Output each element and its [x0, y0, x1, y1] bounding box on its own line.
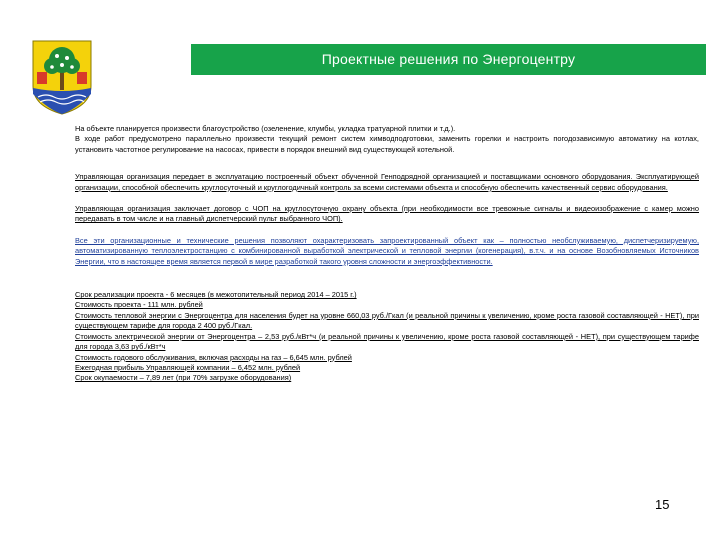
fact-duration: Срок реализации проекта - 6 месяцев (в межотопительный период 2014 – 2015 г.)	[75, 290, 357, 300]
project-facts-list	[75, 290, 699, 384]
city-coat-of-arms-emblem	[30, 38, 94, 116]
slide-content	[75, 124, 699, 384]
page-number: 15	[655, 497, 670, 512]
fact-annual-profit: Ежегодная прибыль Управляющей компании – 6,452 млн. рублей	[75, 362, 301, 372]
intro-line-1: На объекте планируется произвести благоустройство (озеленение, клумбы, укладка тратуарной плитки и т.д.).	[75, 124, 456, 133]
security-paragraph: Управляющая организация заключает договор с ЧОП на круглосуточную охрану объекта (при необходимости все тревожные сигналы и видеоизображение с камер можно передавать в том числе и на главный диспетчерский пульт выбранного ЧОП).	[75, 204, 699, 224]
page-title: Проектные решения по Энергоцентру	[191, 44, 706, 75]
intro-paragraph	[75, 124, 699, 155]
technical-solutions-paragraph: Все эти организационные и технические решения позволяют охарактеризовать запроектированный объект как – полностью необслуживаемую, диспетчеризируемую, автоматизированную теплоэлектростанцию с комбинированной выработкой электрической и тепловой энергии (когенерация), в.т.ч. и на основе Возобновляемых Источников Энергии, что в настоящее время является первой в мире разработкой такого уровня сложности и энергоэффективности.	[75, 235, 699, 266]
fact-project-cost: Стоимость проекта - 111 млн. рублей	[75, 300, 203, 310]
fact-annual-maintenance-cost: Стоимость годового обслуживания, включая расходы на газ – 6,645 млн. рублей	[75, 352, 352, 362]
fact-heat-energy-cost: Стоимость тепловой энергии с Энергоцентра для населения будет на уровне 660,03 руб./Гкал (и реальной причины к увеличению, кроме роста газовой составляющей - НЕТ), при существующем тарифе для города 2 400 руб./Гкал.	[75, 310, 699, 331]
fact-electric-energy-cost: Стоимость электрической энергии от Энергоцентра – 2,53 руб./кВт*ч (и реальной причины к увеличению, кроме роста газовой составляющей - НЕТ), при существующем тарифе для города 3,63 руб./кВт*ч	[75, 331, 699, 352]
management-paragraph: Управляющая организация передает в эксплуатацию построенный объект обученной Генподрядной организацией и поставщиками основного оборудования. Эксплуатирующей организации, способной обеспечить круглосуточный и круглогодичный контроль за всеми системами объекта и способную обеспечить качественный сервис оборудования.	[75, 172, 699, 192]
fact-payback-period: Срок окупаемости – 7,89 лет (при 70% загрузке оборудования)	[75, 373, 292, 383]
intro-line-2: В ходе работ предусмотрено параллельно произвести текущий ремонт систем химводподготовки, заменить горелки и настроить погодозависимую автоматику на котлах, установить частотное регулирование на насосах, привести в порядок внешний вид существующей котельной.	[75, 134, 699, 154]
